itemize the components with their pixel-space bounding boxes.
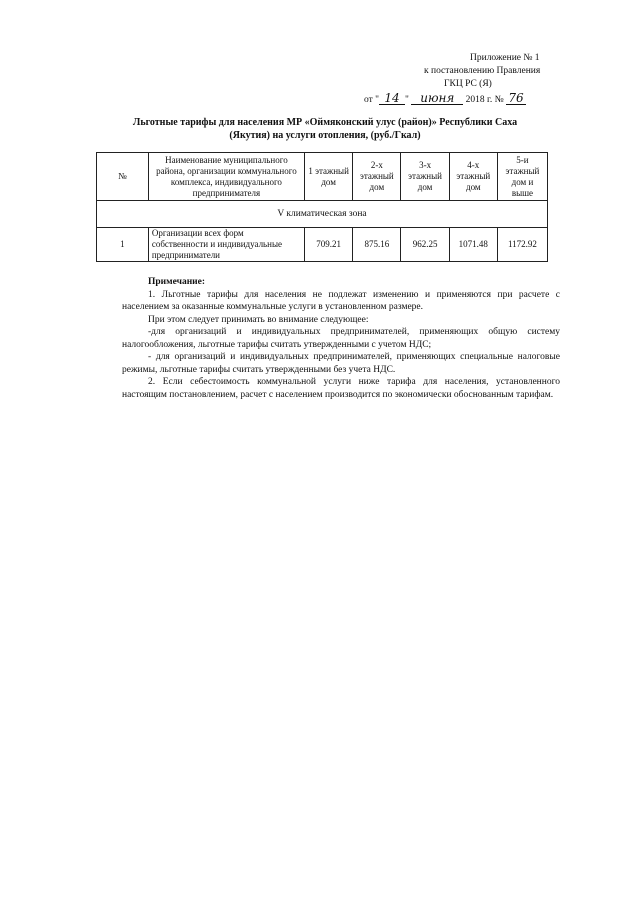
document-title (100, 116, 550, 142)
notes-section (122, 276, 560, 401)
row-tariff-4-floor: 1071.48 (449, 228, 497, 262)
date-year: 2018 г. № (465, 95, 504, 105)
table-row (97, 228, 548, 262)
date-month-handwritten: июня (411, 92, 463, 105)
header-name: Наименование муниципального района, организации коммунального комплекса, индивидуального предпринимателя (148, 153, 304, 201)
row-tariff-3-floor: 962.25 (401, 228, 449, 262)
climate-zone-label: V климатическая зона (97, 201, 548, 228)
header-3-floor: 3-х этажный дом (401, 153, 449, 201)
header-1-floor: 1 этажный дом (305, 153, 353, 201)
climate-zone-row (97, 201, 548, 228)
header-5-floor-plus: 5-и этажный дом и выше (497, 153, 547, 201)
row-tariff-1-floor: 709.21 (305, 228, 353, 262)
appendix-number: Приложение № 1 (470, 53, 540, 63)
header-4-floor: 4-х этажный дом (449, 153, 497, 201)
note-paragraph-4: - для организаций и индивидуальных предпринимателей, применяющих специальные налоговые режимы, льготные тарифы считать утвержденными без учета НДС. (122, 352, 560, 375)
tariff-table (96, 152, 548, 262)
appendix-date-line (364, 92, 526, 107)
notes-heading: Примечание: (148, 277, 206, 287)
row-organization-name: Организации всех форм собственности и индивидуальные предприниматели (148, 228, 304, 262)
row-tariff-2-floor: 875.16 (353, 228, 401, 262)
appendix-organization: ГКЦ РС (Я) (444, 79, 492, 89)
date-day-handwritten: 14 (379, 92, 405, 105)
title-line-2: (Якутия) на услуги отопления, (руб./Гкал) (229, 130, 421, 141)
title-line-1: Льготные тарифы для населения МР «Оймяконский улус (район)» Республики Саха (132, 117, 518, 128)
row-number: 1 (97, 228, 149, 262)
header-number: № (97, 153, 149, 201)
date-prefix: от " (364, 95, 380, 105)
note-paragraph-1: 1. Льготные тарифы для населения не подлежат изменению и применяются при расчете с населением за оказанные коммунальные услуги в установленном размере. (122, 289, 560, 312)
document-number-handwritten: 76 (506, 92, 526, 105)
appendix-reference: к постановлению Правления (424, 66, 541, 76)
row-tariff-5-floor-plus: 1172.92 (497, 228, 547, 262)
note-paragraph-2: При этом следует принимать во внимание следующее: (148, 314, 369, 325)
table-header-row (97, 153, 548, 201)
date-quote: " (405, 95, 409, 105)
note-paragraph-3: -для организаций и индивидуальных предпринимателей, применяющих общую систему налогообложения, льготные тарифы считать утвержденными с учетом НДС; (122, 327, 560, 350)
header-2-floor: 2-х этажный дом (353, 153, 401, 201)
note-paragraph-5: 2. Если себестоимость коммунальной услуги ниже тарифа для населения, установленного настоящим постановлением, расчет с населением производится по экономически обоснованным тарифам. (122, 377, 560, 400)
